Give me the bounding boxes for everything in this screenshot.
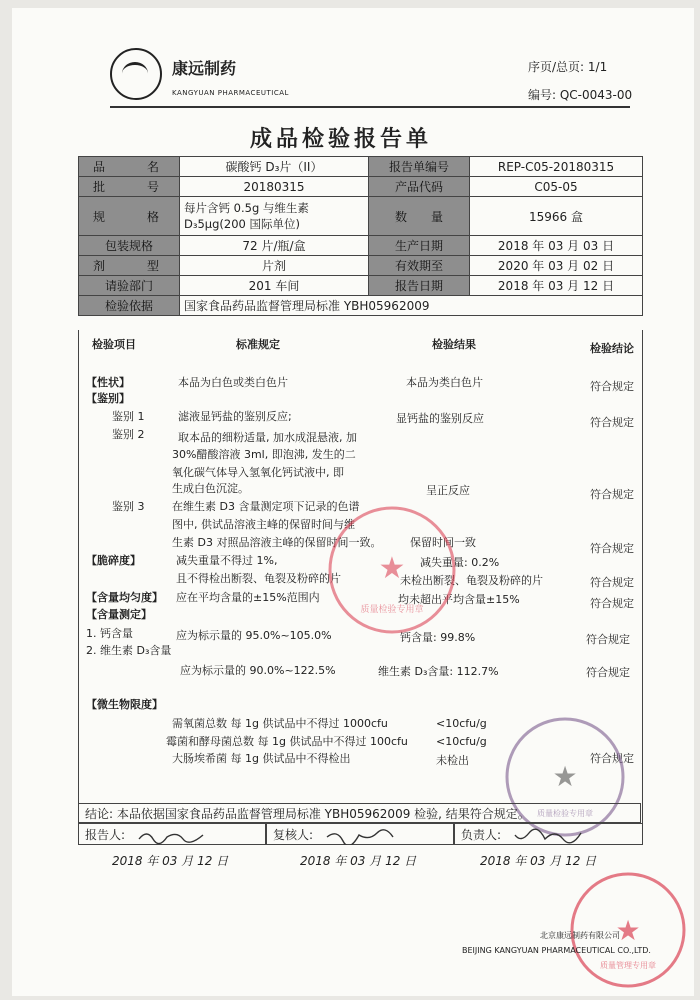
info-label: 规 格 xyxy=(79,197,180,236)
item-standard: 应为标示量的 90.0%~122.5% xyxy=(180,664,336,677)
item-conclusion: 符合规定 xyxy=(590,752,634,765)
info-value: 15966 盒 xyxy=(470,197,643,236)
column-header: 标准规定 xyxy=(236,338,280,351)
info-value: 20180315 xyxy=(180,177,369,197)
item-name: 鉴别 2 xyxy=(112,428,145,441)
item-name: 【含量测定】 xyxy=(86,608,152,621)
info-value: 201 车间 xyxy=(180,276,369,296)
responsible-date: 2018 年 03 月 12 日 xyxy=(480,854,597,868)
company-logo xyxy=(110,48,162,100)
item-conclusion: 符合规定 xyxy=(590,542,634,555)
info-label: 包装规格 xyxy=(79,236,180,256)
info-label: 产品代码 xyxy=(369,177,470,197)
info-row xyxy=(79,197,643,236)
info-label: 报告单编号 xyxy=(369,157,470,177)
item-result: 未检出 xyxy=(436,754,469,767)
info-value: 片剂 xyxy=(180,256,369,276)
item-name: 【含量均匀度】 xyxy=(86,591,163,604)
item-name: 1. 钙含量 xyxy=(86,627,133,640)
item-conclusion: 符合规定 xyxy=(586,666,630,679)
info-label: 有效期至 xyxy=(369,256,470,276)
document-number: 编号: QC-0043-00 xyxy=(528,88,633,102)
item-standard: 在维生素 D3 含量测定项下记录的色谱 xyxy=(172,500,360,513)
item-conclusion: 符合规定 xyxy=(590,576,634,589)
quality-stamp-1 xyxy=(322,500,462,640)
item-result: <10cfu/g xyxy=(436,735,487,748)
info-row xyxy=(79,236,643,256)
item-name: 【脆碎度】 xyxy=(86,554,141,567)
item-result: 显钙盐的鉴别反应 xyxy=(396,412,484,425)
stamp-2-subtext: 质量检验专用章 xyxy=(537,809,593,818)
info-row xyxy=(79,276,643,296)
footer-company-en: BEIJING KANGYUAN PHARMACEUTICAL CO.,LTD. xyxy=(462,946,651,955)
info-value: 国家食品药品监督管理局标准 YBH05962009 xyxy=(180,296,643,316)
item-standard: 生素 D3 对照品溶液主峰的保留时间一致。 xyxy=(172,536,382,549)
info-value: 碳酸钙 D₃片（II） xyxy=(180,157,369,177)
item-result: <10cfu/g xyxy=(436,717,487,730)
item-standard: 取本品的细粉适量, 加水成混悬液, 加 xyxy=(178,431,357,444)
item-conclusion: 符合规定 xyxy=(590,416,634,429)
info-label: 数 量 xyxy=(369,197,470,236)
info-value: 72 片/瓶/盒 xyxy=(180,236,369,256)
item-standard: 大肠埃希菌 每 1g 供试品中不得检出 xyxy=(172,752,351,765)
responsible-label: 负责人: xyxy=(461,828,502,842)
info-row xyxy=(79,256,643,276)
responsible-cell xyxy=(454,823,643,845)
info-value: REP-C05-20180315 xyxy=(470,157,643,177)
item-name: 【鉴别】 xyxy=(86,392,130,405)
svg-text:★: ★ xyxy=(615,914,641,947)
info-label: 生产日期 xyxy=(369,236,470,256)
item-name: 鉴别 1 xyxy=(112,410,145,423)
info-value: 2018 年 03 月 03 日 xyxy=(470,236,643,256)
info-value: 每片含钙 0.5g 与维生素 D₃5μg(200 国际单位) xyxy=(180,197,369,236)
reviewer-date: 2018 年 03 月 12 日 xyxy=(300,854,417,868)
page-info: 序页/总页: 1/1 xyxy=(528,60,608,74)
column-header: 检验项目 xyxy=(92,338,136,351)
info-label: 剂 型 xyxy=(79,256,180,276)
column-header: 检验结果 xyxy=(432,338,476,351)
header-divider xyxy=(110,106,630,108)
item-result: 保留时间一致 xyxy=(410,536,476,549)
item-standard: 图中, 供试品溶液主峰的保留时间与维 xyxy=(172,518,355,531)
reporter-label: 报告人: xyxy=(85,828,126,842)
item-standard: 减失重量不得过 1%, xyxy=(176,554,278,567)
info-value: C05-05 xyxy=(470,177,643,197)
info-label: 报告日期 xyxy=(369,276,470,296)
column-header: 检验结论 xyxy=(590,342,634,355)
item-result: 减失重量: 0.2% xyxy=(420,556,500,569)
footer-company-cn: 北京康远制药有限公司 xyxy=(540,931,620,940)
reviewer-cell xyxy=(266,823,454,845)
item-standard: 生成白色沉淀。 xyxy=(172,482,249,495)
reporter-date: 2018 年 03 月 12 日 xyxy=(112,854,229,868)
reporter-signature xyxy=(137,827,207,845)
report-title: 成品检验报告单 xyxy=(249,127,432,152)
svg-text:★: ★ xyxy=(552,760,578,793)
info-value: 2018 年 03 月 12 日 xyxy=(470,276,643,296)
reviewer-signature xyxy=(325,827,395,845)
company-name: 康远制药 xyxy=(172,59,237,78)
item-result: 维生素 D₃含量: 112.7% xyxy=(378,665,499,678)
item-name: 鉴别 3 xyxy=(112,500,145,513)
info-row xyxy=(79,177,643,197)
item-conclusion: 符合规定 xyxy=(590,488,634,501)
item-conclusion: 符合规定 xyxy=(590,380,634,393)
info-value: 2020 年 03 月 02 日 xyxy=(470,256,643,276)
stamp-1-subtext: 质量检验专用章 xyxy=(360,605,424,615)
responsible-signature xyxy=(513,827,583,845)
item-name: 【性状】 xyxy=(86,376,130,389)
item-name: 2. 维生素 D₃含量 xyxy=(86,644,172,657)
svg-text:★: ★ xyxy=(378,551,406,586)
item-standard: 氧化碳气体导入氢氧化钙试液中, 即 xyxy=(172,466,344,479)
item-name: 【微生物限度】 xyxy=(86,698,163,711)
item-standard: 30%醋酸溶液 3ml, 即泡沸, 发生的二 xyxy=(172,448,356,461)
signature-row xyxy=(78,823,643,845)
item-result: 本品为类白色片 xyxy=(406,376,483,389)
info-label: 批 号 xyxy=(79,177,180,197)
item-conclusion: 符合规定 xyxy=(586,633,630,646)
item-standard: 滤液显钙盐的鉴别反应; xyxy=(178,410,292,423)
item-standard: 应在平均含量的±15%范围内 xyxy=(176,591,320,604)
item-standard: 应为标示量的 95.0%~105.0% xyxy=(176,629,332,642)
info-row xyxy=(79,157,643,177)
item-standard: 本品为白色或类白色片 xyxy=(178,376,288,389)
item-standard: 需氧菌总数 每 1g 供试品中不得过 1000cfu xyxy=(172,717,388,730)
item-result: 钙含量: 99.8% xyxy=(400,631,476,644)
stamp-3-subtext: 质量管理专用章 xyxy=(600,961,656,970)
item-standard: 且不得检出断裂、龟裂及粉碎的片 xyxy=(176,572,341,585)
item-conclusion: 符合规定 xyxy=(590,597,634,610)
product-info-table xyxy=(78,156,643,316)
item-standard: 霉菌和酵母菌总数 每 1g 供试品中不得过 100cfu xyxy=(166,735,408,748)
info-label: 品 名 xyxy=(79,157,180,177)
company-english-name: KANGYUAN PHARMACEUTICAL xyxy=(172,89,289,97)
item-result: 均未超出平均含量±15% xyxy=(398,593,520,606)
info-label: 检验依据 xyxy=(79,296,180,316)
reporter-cell xyxy=(78,823,266,845)
conclusion: 结论: 本品依据国家食品药品监督管理局标准 YBH05962009 检验, 结果符合规定。 xyxy=(78,803,641,823)
info-label: 请验部门 xyxy=(79,276,180,296)
reviewer-label: 复核人: xyxy=(273,828,314,842)
info-row xyxy=(79,296,643,316)
item-result: 呈正反应 xyxy=(426,484,470,497)
item-result: 未检出断裂、龟裂及粉碎的片 xyxy=(400,574,543,587)
